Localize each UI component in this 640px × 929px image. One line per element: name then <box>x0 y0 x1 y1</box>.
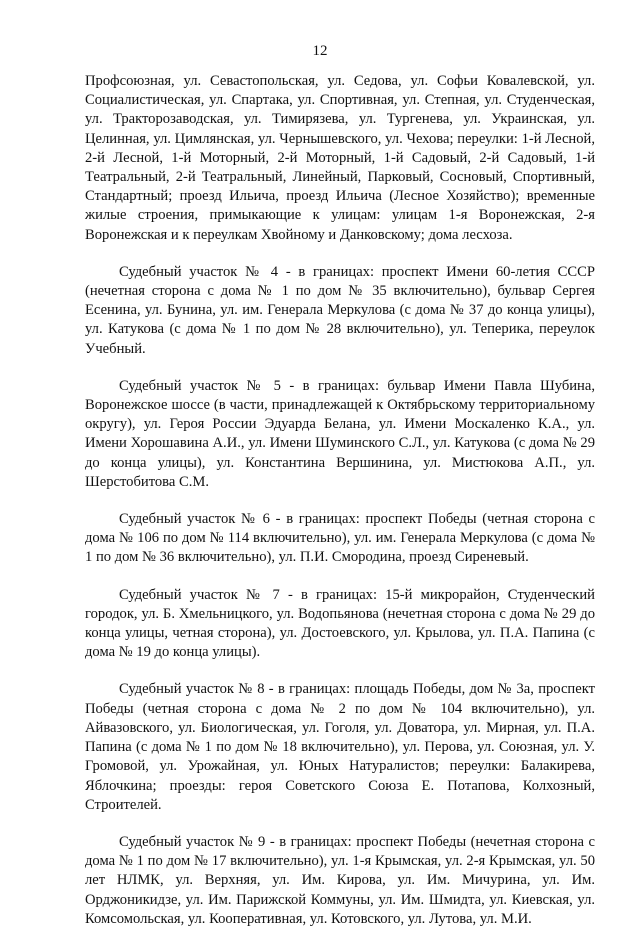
paragraph-gap <box>85 492 595 510</box>
paragraph-continuation: Профсоюзная, ул. Севастопольская, ул. Седова, ул. Софьи Ковалевской, ул. Социалистическая, ул. Спартака, ул. Спортивная, ул. Степная, ул. Студенческая, ул. Тракторозаводская, ул. Тимирязева, ул. Тургенева, ул. Украинская, ул. Целинная, ул. Цимлянская, ул. Чернышевского, ул. Чехова; переулки: 1-й Лесной, 2-й Лесной, 1-й Моторный, 2-й Моторный, 1-й Садовый, 2-й Садовый, 1-й Театральный, 2-й Театральный, Линейный, Парковый, Сосновый, Спортивный, Стандартный; проезд Ильича, проезд Ильича (Лесное Хозяйство); временные жилые строения, примыкающие к улицам: улицам 1-я Воронежская, 2-я Воронежская и к переулкам Хвойному и Данковскому; дома лесхоза. <box>85 73 595 243</box>
paragraph-court-district-8: Судебный участок № 8 - в границах: площадь Победы, дом № 3а, проспект Победы (четная сторона с дома № 2 по дом № 104 включительно), ул. Айвазовского, ул. Биологическая, ул. Гоголя, ул. Доватора, ул. Мирная, ул. П.А. Папина (с дома № 1 по дом № 18 включительно), ул. Перова, ул. Союзная, ул. У. Громовой, ул. Урожайная, ул. Юных Натуралистов; переулки: Балакирева, Яблочкина; проезды: героя Советского Союза Е. Потапова, Колхозный, Строителей. <box>85 681 595 813</box>
paragraph-gap <box>85 815 595 833</box>
page-number: 12 <box>312 43 328 59</box>
paragraph-court-district-4: Судебный участок № 4 - в границах: проспект Имени 60-летия СССР (нечетная сторона с дома № 1 по дом № 35 включительно), бульвар Сергея Есенина, ул. Бунина, ул. им. Генерала Меркулова (с дома № 37 до конца улицы), ул. Катукова (с дома № 1 по дом № 28 включительно), ул. Теперика, переулок Учебный. <box>85 263 595 357</box>
paragraph-gap <box>85 245 595 263</box>
document-body <box>85 72 595 929</box>
paragraph-court-district-6: Судебный участок № 6 - в границах: проспект Победы (четная сторона с дома № 106 по дом № 114 включительно), ул. им. Генерала Меркулова (с дома № 1 по дом № 36 включительно), ул. П.И. Смородина, проезд Сиреневый. <box>85 511 595 566</box>
paragraph-court-district-5: Судебный участок № 5 - в границах: бульвар Имени Павла Шубина, Воронежское шоссе (в части, принадлежащей к Октябрьскому территориальному округу), ул. Героя России Эдуарда Белана, ул. Имени Москаленко К.А., ул. Имени Хорошавина А.И., ул. Имени Шуминского С.Л., ул. Катукова (с дома № 29 до конца улицы), ул. Константина Вершинина, ул. Мистюкова А.П., ул. Шерстобитова С.М. <box>85 377 595 490</box>
paragraph-gap <box>85 568 595 586</box>
paragraph-gap <box>85 359 595 377</box>
paragraph-gap <box>85 662 595 680</box>
paragraph-court-district-9: Судебный участок № 9 - в границах: проспект Победы (нечетная сторона с дома № 1 по дом № 17 включительно), ул. 1-я Крымская, ул. 2-я Крымская, ул. 50 лет НЛМК, ул. Верхняя, ул. Им. Кирова, ул. Им. Мичурина, ул. Им. Орджоникидзе, ул. Им. Парижской Коммуны, ул. Им. Шмидта, ул. Киевская, ул. Комсомольская, ул. Кооперативная, ул. Котовского, ул. Лутова, ул. М.И. <box>85 833 595 927</box>
paragraph-court-district-7: Судебный участок № 7 - в границах: 15-й микрорайон, Студенческий городок, ул. Б. Хмельницкого, ул. Водопьянова (нечетная сторона с дома № 29 до конца улицы, четная сторона), ул. Достоевского, ул. Крылова, ул. П.А. Папина (с дома № 19 до конца улицы). <box>85 586 595 661</box>
